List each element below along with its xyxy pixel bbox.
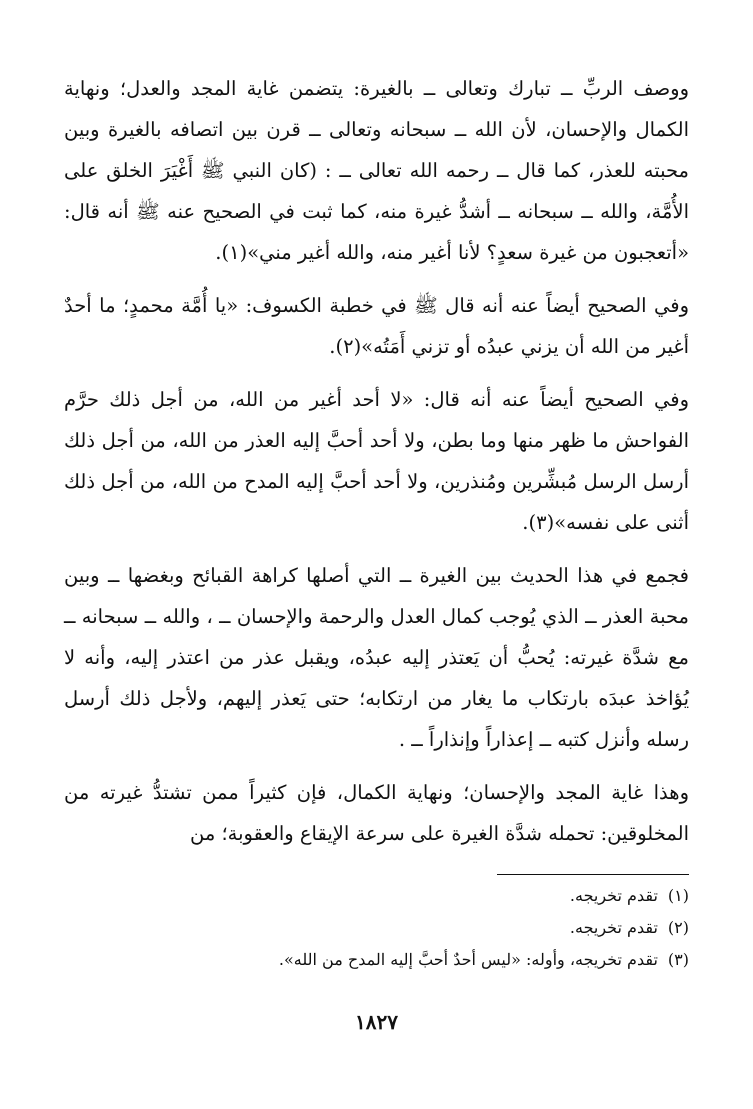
footnote-divider [497,874,689,875]
footnote-1 [64,880,689,912]
footnote-text: تقدم تخريجه، وأوله: «ليس أحدٌ أحبَّ إليه المدح من الله». [278,950,658,969]
footnote-3 [64,944,689,976]
footnote-text: تقدم تخريجه. [569,886,658,905]
footnote-text: تقدم تخريجه. [569,918,658,937]
footnote-number: (١) [667,886,689,905]
footnote-number: (٢) [667,918,689,937]
page-number: ١٨٢٧ [355,1010,398,1034]
page-body [64,68,689,1069]
paragraph-4: فجمع في هذا الحديث بين الغيرة ــ التي أصلها كراهة القبائح وبغضها ــ وبين محبة العذر ــ الذي يُوجب كمال العدل والرحمة والإحسان ــ ، والله ــ سبحانه ــ مع شدَّة غيرته: يُحبُّ أن يَعتذر إليه عبدُه، ويقبل عذر من اعتذر إليه، وأنه لا يُؤاخذ عبدَه بارتكاب ما يغار من ارتكابه؛ حتى يَعذر إليهم، ولأجل ذلك أرسل رسله وأنزل كتبه ــ إعذاراً وإنذاراً ــ . [64,564,689,751]
footnote-2 [64,912,689,944]
footnotes [64,880,689,976]
paragraph-2: وفي الصحيح أيضاً عنه أنه قال ﷺ في خطبة الكسوف: «يا أُمَّة محمدٍ؛ ما أحدٌ أغير من الله أن يزني عبدُه أو تزني أَمَتُه»(٢). [64,294,689,358]
paragraph-3: وفي الصحيح أيضاً عنه أنه قال: «لا أحد أغير من الله، من أجل ذلك حرَّم الفواحش ما ظهر منها وما بطن، ولا أحد أحبَّ إليه العذر من الله، من أجل ذلك أرسل الرسل مُبشِّرين ومُنذرين، ولا أحد أحبَّ إليه المدح من الله، من أجل ذلك أثنى على نفسه»(٣). [64,388,689,534]
footnote-number: (٣) [667,950,689,969]
paragraph-5: وهذا غاية المجد والإحسان؛ ونهاية الكمال، فإن كثيراً ممن تشتدُّ غيرته من المخلوقين: تحمله شدَّة الغيرة على سرعة الإيقاع والعقوبة؛ من [64,781,689,845]
paragraph-1: ووصف الربِّ ــ تبارك وتعالى ــ بالغيرة: يتضمن غاية المجد والعدل؛ ونهاية الكمال والإحسان، لأن الله ــ سبحانه وتعالى ــ قرن بين اتصافه بالغيرة وبين محبته للعذر، كما قال ــ رحمه الله تعالى ــ : (كان النبي ﷺ أَغْيَرَ الخلق على الأُمَّة، والله ــ سبحانه ــ أشدُّ غيرة منه، كما ثبت في الصحيح عنه ﷺ أنه قال: «أتعجبون من غيرة سعدٍ؟ لأنا أغير منه، والله أغير مني»(١). [64,77,689,264]
